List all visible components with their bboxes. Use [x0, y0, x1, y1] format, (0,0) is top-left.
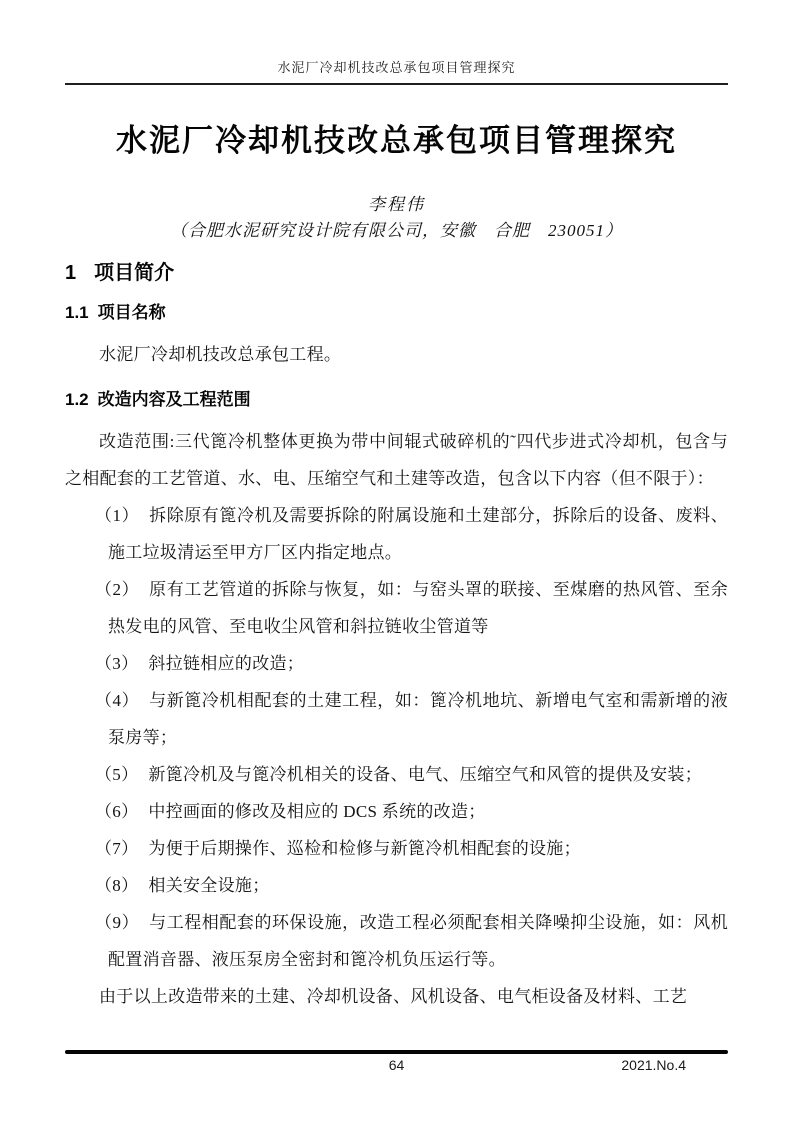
list-item-8-text: 相关安全设施；: [148, 876, 270, 895]
list-item-2-text: 原有工艺管道的拆除与恢复，如：与窑头罩的联接、至煤磨的热风管、至余热发电的风管、至电收尘风管和斜拉链收尘管道等: [108, 580, 728, 636]
header-rule: [65, 83, 728, 85]
author-affiliation: （合肥水泥研究设计院有限公司，安徽 合肥 230051）: [170, 221, 623, 240]
list-item-5-text: 新篦冷机及与篦冷机相关的设备、电气、压缩空气和风管的提供及安装；: [148, 765, 703, 784]
list-item-8-number: （8）: [95, 876, 139, 895]
section-1-1-title: 项目名称: [97, 303, 166, 322]
section-1-1-heading: [65, 302, 728, 323]
list-item-7-number: （7）: [95, 839, 139, 858]
section-1-2-title: 改造内容及工程范围: [97, 390, 251, 409]
list-item-9-text: 与工程相配套的环保设施，改造工程必须配套相关降噪抑尘设施，如：风机配置消音器、液压泵房全密封和篦冷机负压运行等。: [108, 913, 728, 969]
section-1-title: 项目简介: [94, 262, 175, 284]
section-1-2-number: 1.2: [65, 390, 89, 409]
list-item-3-text: 斜拉链相应的改造；: [148, 654, 305, 673]
scope-list-item-4: [65, 682, 728, 756]
scope-list-item-9: [65, 904, 728, 978]
scope-list-item-1: [65, 497, 728, 571]
scope-list-item-6: [65, 793, 728, 830]
scope-intro-paragraph: 改造范围:三代篦冷机整体更换为带中间辊式破碎机的˜四代步进式冷却机，包含与之相配套的工艺管道、水、电、压缩空气和土建等改造，包含以下内容（但不限于）：: [65, 432, 728, 488]
footer-rule: [65, 1050, 728, 1054]
scope-list-item-5: [65, 756, 728, 793]
scope-list-item-7: [65, 830, 728, 867]
footer-issue-label: 2021.No.4: [621, 1057, 686, 1073]
section-1-1-number: 1.1: [65, 303, 89, 322]
list-item-6-text: 中控画面的修改及相应的 DCS 系统的改造；: [148, 802, 486, 821]
list-item-4-text: 与新篦冷机相配套的土建工程，如：篦冷机地坑、新增电气室和需新增的液泵房等；: [108, 691, 728, 747]
running-header-title: 水泥厂冷却机技改总承包项目管理探究: [277, 60, 516, 75]
list-item-6-number: （6）: [95, 802, 139, 821]
section-1-heading: [65, 261, 728, 286]
scope-list-item-8: [65, 867, 728, 904]
list-item-7-text: 为便于后期操作、巡检和检修与新篦冷机相配套的设施；: [148, 839, 581, 858]
list-item-2-number: （2）: [95, 580, 140, 599]
list-item-4-number: （4）: [95, 691, 140, 710]
list-item-1-text: 拆除原有篦冷机及需要拆除的附属设施和土建部分，拆除后的设备、废料、施工垃圾清运至甲方厂区内指定地点。: [108, 506, 728, 562]
author-name: 李程伟: [368, 195, 425, 214]
scope-list-item-3: [65, 645, 728, 682]
list-item-5-number: （5）: [95, 765, 139, 784]
section-1-2-heading: [65, 389, 728, 410]
section-1-number: 1: [65, 262, 77, 284]
closing-paragraph: 由于以上改造带来的土建、冷却机设备、风机设备、电气柜设备及材料、工艺: [99, 987, 688, 1006]
scope-list-item-2: [65, 571, 728, 645]
list-item-3-number: （3）: [95, 654, 139, 673]
list-item-9-number: （9）: [95, 913, 140, 932]
footer-page-number: 64: [388, 1057, 405, 1073]
article-title: 水泥厂冷却机技改总承包项目管理探究: [116, 123, 677, 158]
list-item-1-number: （1）: [95, 506, 140, 525]
section-1-1-body: 水泥厂冷却机技改总承包工程。: [99, 345, 342, 364]
